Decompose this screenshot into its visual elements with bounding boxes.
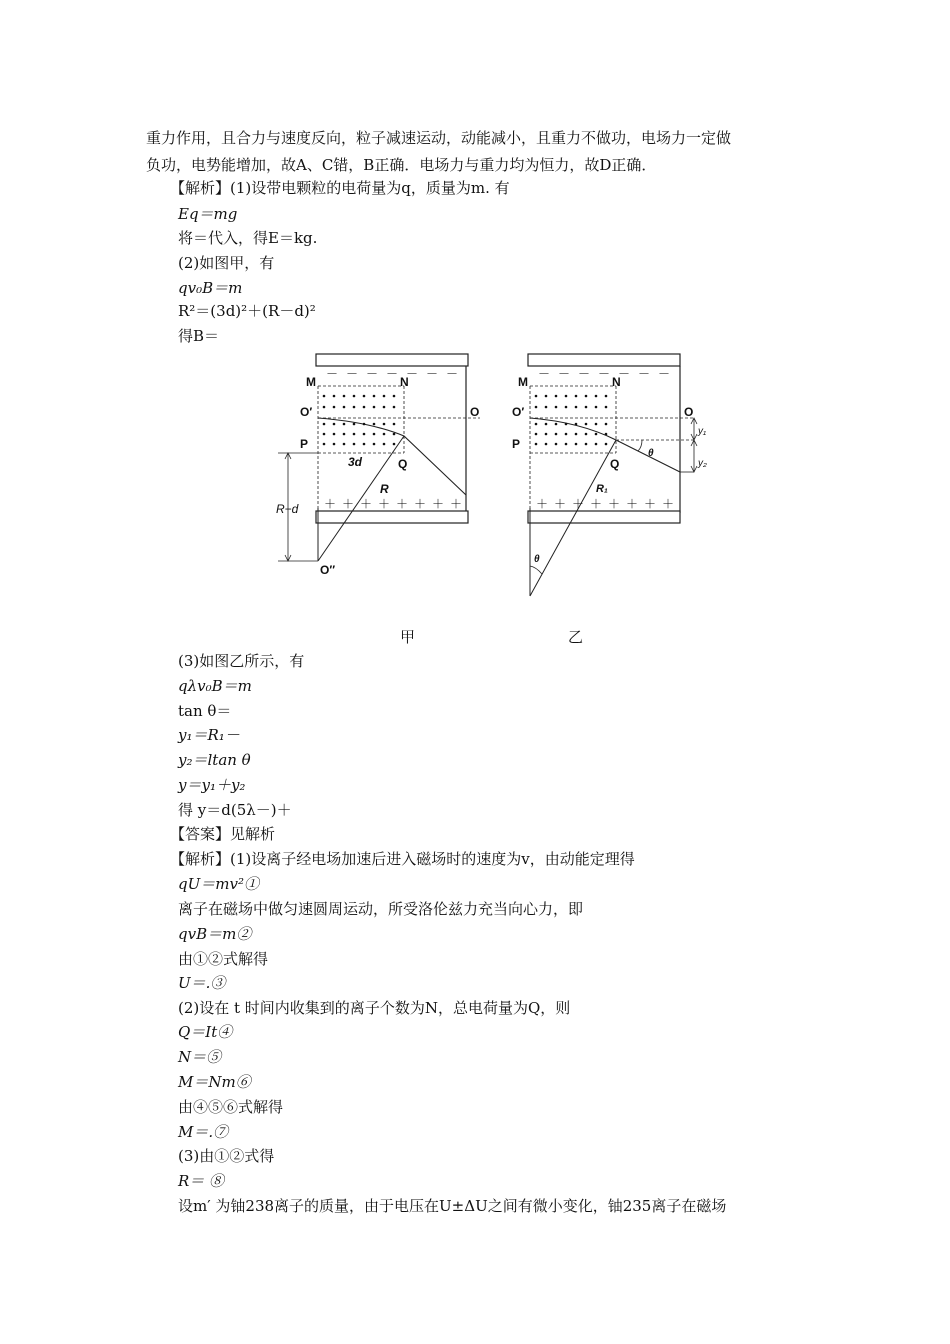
plus-sign: ＋: [432, 497, 445, 511]
caption-left: 甲: [400, 628, 416, 646]
figure-right: [528, 354, 697, 596]
svg-text:－: －: [598, 367, 611, 381]
label-theta: θ: [648, 448, 654, 459]
label-R1: R₁: [596, 483, 608, 495]
paragraph-line: 由①②式解得: [178, 950, 269, 968]
equation: y₁＝R₁－: [178, 726, 240, 744]
svg-text:－: －: [618, 367, 631, 381]
label-R-minus-d: R−d: [276, 502, 299, 516]
label-M: M: [306, 375, 316, 389]
equation: 得 y＝d(5λ－)＋: [178, 801, 292, 819]
svg-text:－: －: [638, 367, 651, 381]
equation: Q＝It④: [178, 1023, 233, 1041]
analysis-heading: 【解析】(1)设带电颗粒的电荷量为q，质量为m. 有: [170, 179, 510, 197]
paragraph-line: 离子在磁场中做匀速圆周运动，所受洛伦兹力充当向心力，即: [178, 900, 584, 918]
caption-right: 乙: [568, 628, 584, 646]
svg-text:－: －: [658, 367, 671, 381]
paragraph-line: 由④⑤⑥式解得: [178, 1098, 284, 1116]
minus-sign: －: [446, 367, 459, 381]
svg-text:＋: ＋: [662, 497, 675, 511]
equation: Eq＝mg: [178, 205, 238, 223]
plus-sign: ＋: [450, 497, 463, 511]
paragraph-line: 负功，电势能增加，故A、C错，B正确．电场力与重力均为恒力，故D正确．: [146, 156, 657, 174]
label-y2: y₂: [698, 458, 707, 469]
plus-sign: ＋: [378, 497, 391, 511]
equation: tan θ＝: [178, 702, 232, 720]
label-M: M: [518, 375, 528, 389]
equation: 将＝代入，得E＝kg.: [178, 229, 318, 247]
label-Q: Q: [398, 457, 408, 471]
label-N: N: [400, 375, 409, 389]
paragraph-line: (2)设在 t 时间内收集到的离子个数为N，总电荷量为Q，则: [178, 999, 571, 1017]
label-Q: Q: [610, 457, 620, 471]
paragraph-line: 重力作用，且合力与速度反向，粒子减速运动，动能减小，且重力不做功，电场力一定做: [146, 129, 732, 147]
svg-text:＋: ＋: [554, 497, 567, 511]
svg-text:＋: ＋: [608, 497, 621, 511]
svg-text:－: －: [538, 367, 551, 381]
equation: M＝Nm⑥: [178, 1073, 251, 1091]
paragraph-line: (2)如图甲，有: [178, 254, 275, 272]
minus-sign: －: [366, 367, 379, 381]
minus-sign: －: [426, 367, 439, 381]
analysis-heading: 【解析】(1)设离子经电场加速后进入磁场时的速度为v，由动能定理得: [170, 850, 635, 868]
label-R: R: [380, 482, 389, 496]
equation: qU＝mv²①: [178, 875, 259, 893]
label-O-prime: O′: [300, 405, 313, 419]
equation: qλv₀B＝m: [178, 677, 252, 695]
svg-text:＋: ＋: [590, 497, 603, 511]
equation: y＝y₁＋y₂: [178, 776, 246, 794]
plus-sign: ＋: [342, 497, 355, 511]
minus-sign: －: [406, 367, 419, 381]
svg-text:＋: ＋: [644, 497, 657, 511]
paragraph-line: (3)如图乙所示，有: [178, 652, 305, 670]
label-O-prime: O′: [512, 405, 525, 419]
equation: qvB＝m②: [178, 925, 252, 943]
svg-text:－: －: [558, 367, 571, 381]
equation: M＝.⑦: [178, 1123, 229, 1141]
label-P: P: [300, 437, 309, 451]
label-y1: y₁: [698, 426, 707, 437]
svg-text:＋: ＋: [536, 497, 549, 511]
plus-sign: ＋: [324, 497, 337, 511]
plus-sign: ＋: [360, 497, 373, 511]
equation: N＝⑤: [178, 1048, 222, 1066]
svg-text:＋: ＋: [626, 497, 639, 511]
plus-sign: ＋: [396, 497, 409, 511]
paragraph-line: 设m′ 为铀238离子的质量，由于电压在U±ΔU之间有微小变化，铀235离子在磁场: [178, 1197, 727, 1215]
equation: R²＝(3d)²＋(R－d)²: [178, 302, 316, 320]
label-3d: 3d: [348, 455, 363, 469]
minus-sign: －: [386, 367, 399, 381]
equation: y₂＝ltan θ: [178, 751, 251, 769]
answer-heading: 【答案】见解析: [170, 825, 276, 843]
label-N: N: [612, 375, 621, 389]
equation: R＝ ⑧: [178, 1172, 225, 1190]
label-theta-center: θ: [534, 554, 540, 565]
label-O: O: [684, 405, 694, 419]
svg-text:＋: ＋: [572, 497, 585, 511]
paragraph-line: (3)由①②式得: [178, 1147, 275, 1165]
minus-sign: －: [326, 367, 339, 381]
equation: qv₀B＝m: [178, 279, 243, 297]
physics-figure: [270, 348, 730, 610]
label-P: P: [512, 437, 521, 451]
equation: 得B＝: [178, 327, 220, 345]
label-O-double-prime: O″: [320, 563, 336, 577]
label-O: O: [470, 405, 480, 419]
equation: U＝.③: [178, 974, 226, 992]
svg-text:－: －: [578, 367, 591, 381]
minus-sign: －: [346, 367, 359, 381]
plus-sign: ＋: [414, 497, 427, 511]
